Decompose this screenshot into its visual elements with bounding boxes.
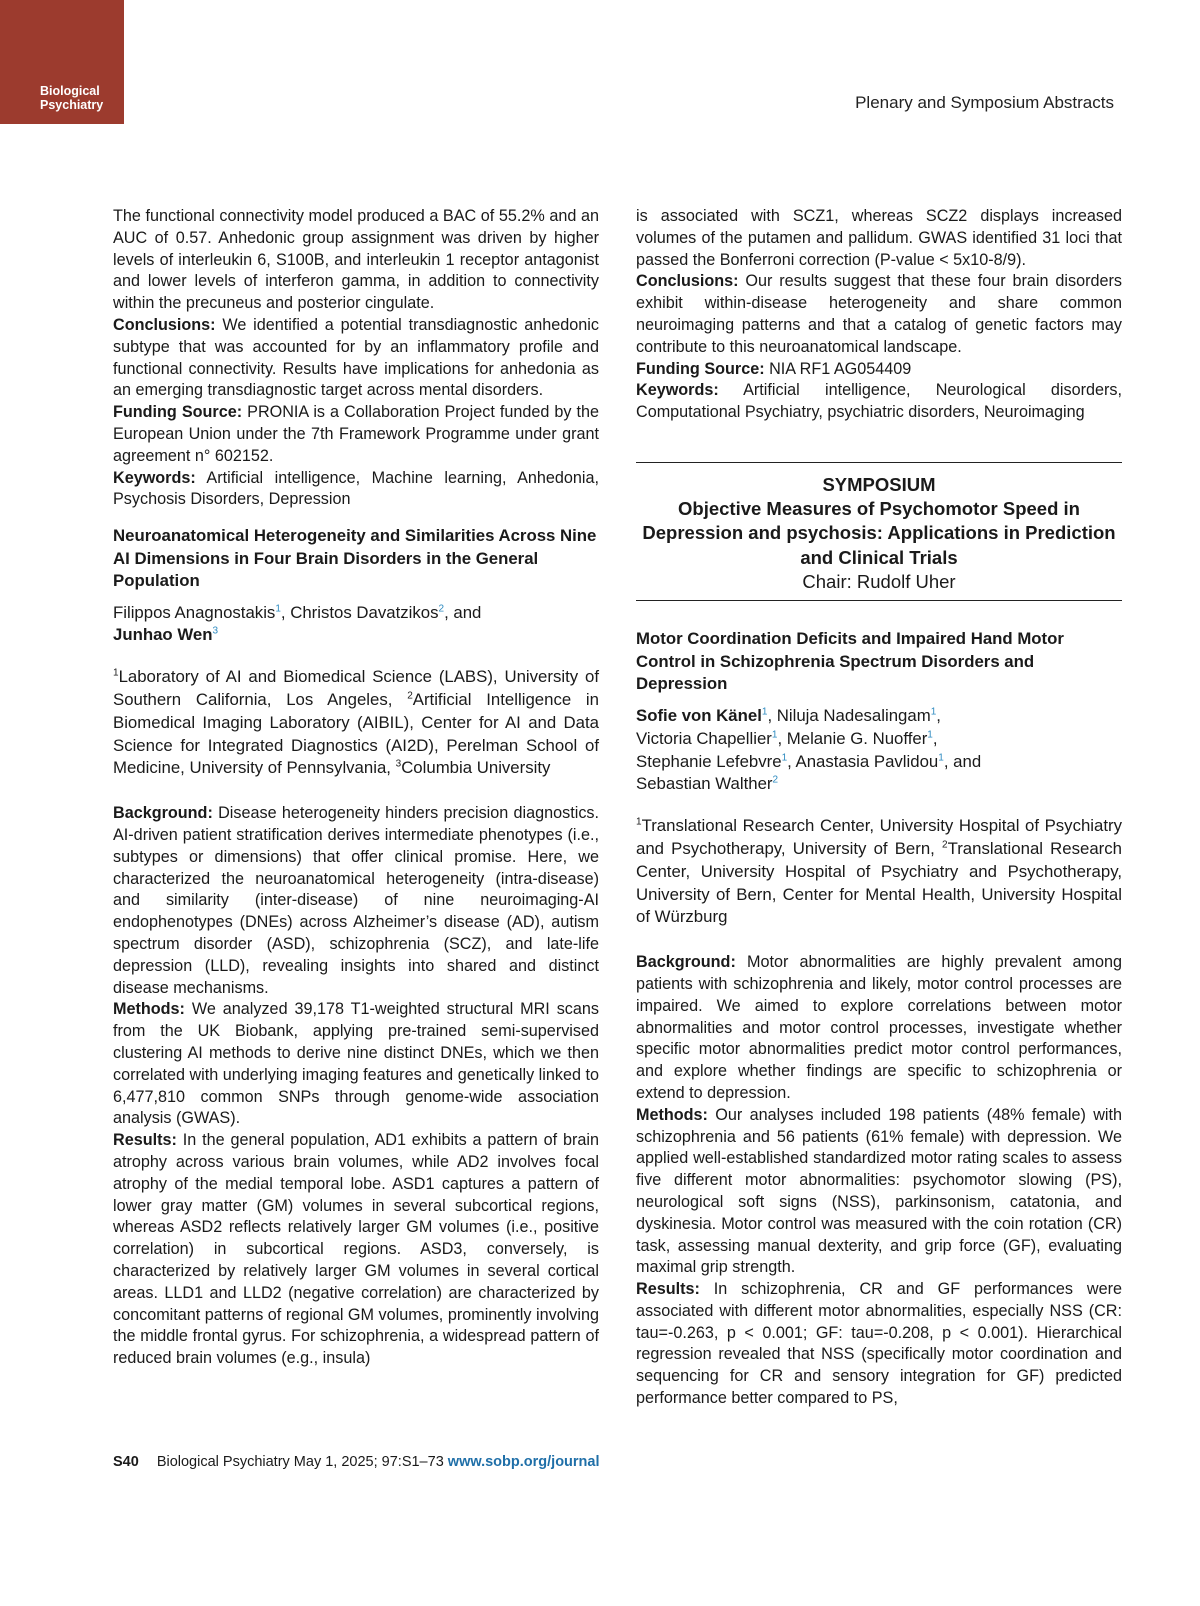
keywords-label: Keywords: <box>636 381 719 400</box>
author-sup[interactable]: 1 <box>771 729 778 741</box>
conclusions-label: Conclusions: <box>636 272 739 291</box>
author-sup[interactable]: 1 <box>930 706 937 718</box>
citation: Biological Psychiatry May 1, 2025; 97:S1–73 <box>156 1454 448 1470</box>
author-sep: , <box>932 728 938 748</box>
funding-paragraph <box>636 359 1122 381</box>
symposium-chair: Chair: Rudolf Uher <box>802 571 956 593</box>
journal-link[interactable]: www.sobp.org/journal <box>447 1454 600 1470</box>
methods-label: Methods: <box>636 1105 708 1124</box>
background-paragraph <box>113 803 599 999</box>
intro-paragraph: The functional connectivity model produced a BAC of 55.2% and an AUC of 0.57. Anhedonic group assignment was driven by higher levels of interleukin 6, S100B, and interleukin 1 receptor antagonist and lower levels of interferon gamma, in addition to connectivity within the precuneus and posterior cingulate. <box>113 207 599 313</box>
author-list <box>636 705 1122 796</box>
author-sup[interactable]: 2 <box>772 774 779 786</box>
conclusions-label: Conclusions: <box>113 315 216 334</box>
author-name: , Christos Davatzikos <box>280 602 439 622</box>
brand-line-2: Psychiatry <box>40 98 104 112</box>
keywords-text: Artificial intelligence, Machine learning, Anhedonia, Psychosis Disorders, Depression <box>113 468 599 509</box>
author-name: , Anastasia Pavlidou <box>787 751 939 771</box>
affil-text: Translational Research Center, University Hospital of Psychiatry and Psychotherapy, University of Bern, Center for Mental Health, University Hospital of Würzburg <box>636 838 1122 927</box>
methods-label: Methods: <box>113 1000 185 1019</box>
results-label: Results: <box>636 1280 700 1299</box>
methods-text: Our analyses included 198 patients (48% female) with schizophrenia and 56 patients (61% female) with depression. We applied well-established standardized motor rating scales to assess five different motor abnormalities: psychomotor slowing (PS), neurological soft signs (NSS), parkinsonism, catatonia, and dyskinesia. Motor control was measured with the coin rotation (CR) task, assessing manual dexterity, and grip force (GF), evaluating maximal grip strength. <box>636 1105 1122 1277</box>
keywords-text: Artificial intelligence, Neurological disorders, Computational Psychiatry, psychiatric disorders, Neuroimaging <box>636 381 1122 422</box>
affil-text: Columbia University <box>401 758 551 778</box>
author-name: , Melanie G. Nuoffer <box>777 728 928 748</box>
author-sep: , <box>936 705 941 725</box>
author-name: Stephanie Lefebvre <box>636 751 782 771</box>
symposium-box <box>636 462 1122 602</box>
results-paragraph <box>636 1279 1122 1410</box>
background-text: Disease heterogeneity hinders precision diagnostics. AI-driven patient stratification derives intermediate phenotypes (i.e., subtypes or dimensions) that offer clinical promise. Here, we characterized the neuroanatomical heterogeneity (intra-disease) and similarity (inter-disease) of nine neuroimaging-AI endophenotypes (DNEs) across Alzheimer’s disease (AD), autism spectrum disorder (ASD), schizophrenia (SCZ), and late-life depression (LLD), revealing insights into shared and distinct disease mechanisms. <box>113 804 599 997</box>
funding-label: Funding Source: <box>113 403 243 422</box>
funding-label: Funding Source: <box>636 359 765 378</box>
affil-text: Artificial Intelligence in Biomedical Imaging Laboratory (AIBIL), Center for AI and Data Science for Integrated Diagnostics (AI2D), Perelman School of Medicine, University of Pennsylvania, <box>113 690 599 778</box>
author-name: , Niluja Nadesalingam <box>767 705 931 725</box>
symposium-label: SYMPOSIUM <box>822 473 936 495</box>
results-paragraph <box>113 1130 599 1370</box>
affil-sup: 3 <box>395 758 402 770</box>
author-sup[interactable]: 1 <box>275 603 281 615</box>
affil-sup: 1 <box>636 816 642 828</box>
affil-sup: 2 <box>407 690 413 702</box>
conclusions-text: Our results suggest that these four brain disorders exhibit within-disease heterogeneity and share common neuroimaging patterns and that a catalog of genetic factors may contribute to this neuroanatomical landscape. <box>636 272 1122 356</box>
presenting-author: Sofie von Känel <box>636 705 762 725</box>
background-label: Background: <box>636 953 736 972</box>
author-sup[interactable]: 1 <box>781 751 788 763</box>
affil-text: Translational Research Center, University Hospital of Psychiatry and Psychotherapy, University of Bern, <box>636 816 1122 858</box>
affiliations <box>636 815 1122 929</box>
funding-text: PRONIA is a Collaboration Project funded by the European Union under the 7th Framework Programme under grant agreement n° 602152. <box>113 403 600 465</box>
funding-text: NIA RF1 AG054409 <box>764 359 912 378</box>
author-sep: , and <box>943 751 982 771</box>
author-sep: , and <box>444 602 482 622</box>
conclusions-paragraph <box>636 271 1122 358</box>
results-text: In the general population, AD1 exhibits a pattern of brain atrophy across various brain volumes, while AD2 involves focal atrophy of the medial temporal lobe. ASD1 captures a pattern of lower gray matter (GM) volumes in several subcortical regions, whereas ASD2 reflects relatively larger GM volumes (i.e., positive correlation) in subcortical regions. ASD3, conversely, is characterized by relatively larger GM volumes in several cortical areas. LLD1 and LLD2 (negative correlation) are characterized by concomitant patterns of regional GM volumes, prominently involving the middle frontal gyrus. For schizophrenia, a widespread pattern of reduced brain volumes (e.g., insula) <box>113 1131 599 1368</box>
article-title: Motor Coordination Deficits and Impaired Hand Motor Control in Schizophrenia Spectrum Disorders and Depression <box>636 629 1064 694</box>
keywords-label: Keywords: <box>113 468 196 487</box>
author-name: Filippos Anagnostakis <box>113 602 276 622</box>
section-heading: Plenary and Symposium Abstracts <box>855 93 1114 112</box>
author-name: Sebastian Walther <box>636 774 773 794</box>
affil-sup: 1 <box>113 667 119 679</box>
page-number: S40 <box>113 1454 139 1470</box>
results-text: In schizophrenia, CR and GF performances were associated with different motor abnormalities, especially NSS (CR: tau=-0.263, p < 0.001; GF: tau=-0.208, p < 0.001). Hierarchical regression revealed that NSS (specifically motor coordination and sequencing for CR and sensory integration for GF) predicted performance better compared to PS, <box>636 1280 1122 1408</box>
article-title: Neuroanatomical Heterogeneity and Similarities Across Nine AI Dimensions in Four Brain Disorders in the General Population <box>113 526 597 591</box>
author-list <box>113 602 599 648</box>
background-label: Background: <box>113 804 213 823</box>
author-sup[interactable]: 1 <box>761 706 768 718</box>
keywords-paragraph <box>113 468 599 512</box>
presenting-author: Junhao Wen <box>113 625 213 645</box>
background-text: Motor abnormalities are highly prevalent among patients with schizophrenia and likely, motor control processes are impaired. We aimed to explore correlations between motor abnormalities and motor control processes, investigate whether specific motor abnormalities predict motor control performances, and explore whether findings are specific to schizophrenia or extend to depression. <box>636 953 1122 1102</box>
brand-line-1: Biological <box>40 84 100 98</box>
keywords-paragraph <box>636 380 1122 424</box>
background-paragraph <box>636 952 1122 1105</box>
journal-brand-block <box>0 0 124 124</box>
author-sup[interactable]: 2 <box>438 603 445 615</box>
methods-paragraph <box>636 1105 1122 1279</box>
author-sup[interactable]: 1 <box>927 729 933 741</box>
page-footer <box>113 1454 600 1470</box>
continued-paragraph: is associated with SCZ1, whereas SCZ2 displays increased volumes of the putamen and pallidum. GWAS identified 31 loci that passed the Bonferroni correction (P-value < 5x10-8/9). <box>636 207 1122 269</box>
conclusions-paragraph <box>113 315 599 402</box>
author-sup[interactable]: 3 <box>212 625 219 637</box>
methods-paragraph <box>113 999 599 1130</box>
affiliations <box>113 666 599 780</box>
author-name: Victoria Chapellier <box>636 728 772 748</box>
conclusions-text: We identified a potential transdiagnostic anhedonic subtype that was accounted for by an inflammatory profile and functional connectivity. Results have implications for anhedonia as an emerging transdiagnostic target across mental disorders. <box>113 315 599 400</box>
results-label: Results: <box>113 1131 177 1150</box>
affil-sup: 2 <box>942 839 948 851</box>
left-column <box>113 206 599 1370</box>
symposium-title: Objective Measures of Psychomotor Speed in Depression and psychosis: Applications in Prediction and Clinical Trials <box>642 497 1116 568</box>
funding-paragraph <box>113 402 599 467</box>
author-sup[interactable]: 1 <box>938 751 944 763</box>
affil-text: Laboratory of AI and Biomedical Science (LABS), University of Southern California, Los Angeles, <box>113 667 599 710</box>
right-column <box>636 206 1122 1410</box>
methods-text: We analyzed 39,178 T1-weighted structural MRI scans from the UK Biobank, applying pre-trained semi-supervised clustering AI methods to derive nine distinct DNEs, which we then correlated with underlying imaging features and genetically linked to 6,477,810 common SNPs through genome-wide association analysis (GWAS). <box>113 1000 599 1128</box>
